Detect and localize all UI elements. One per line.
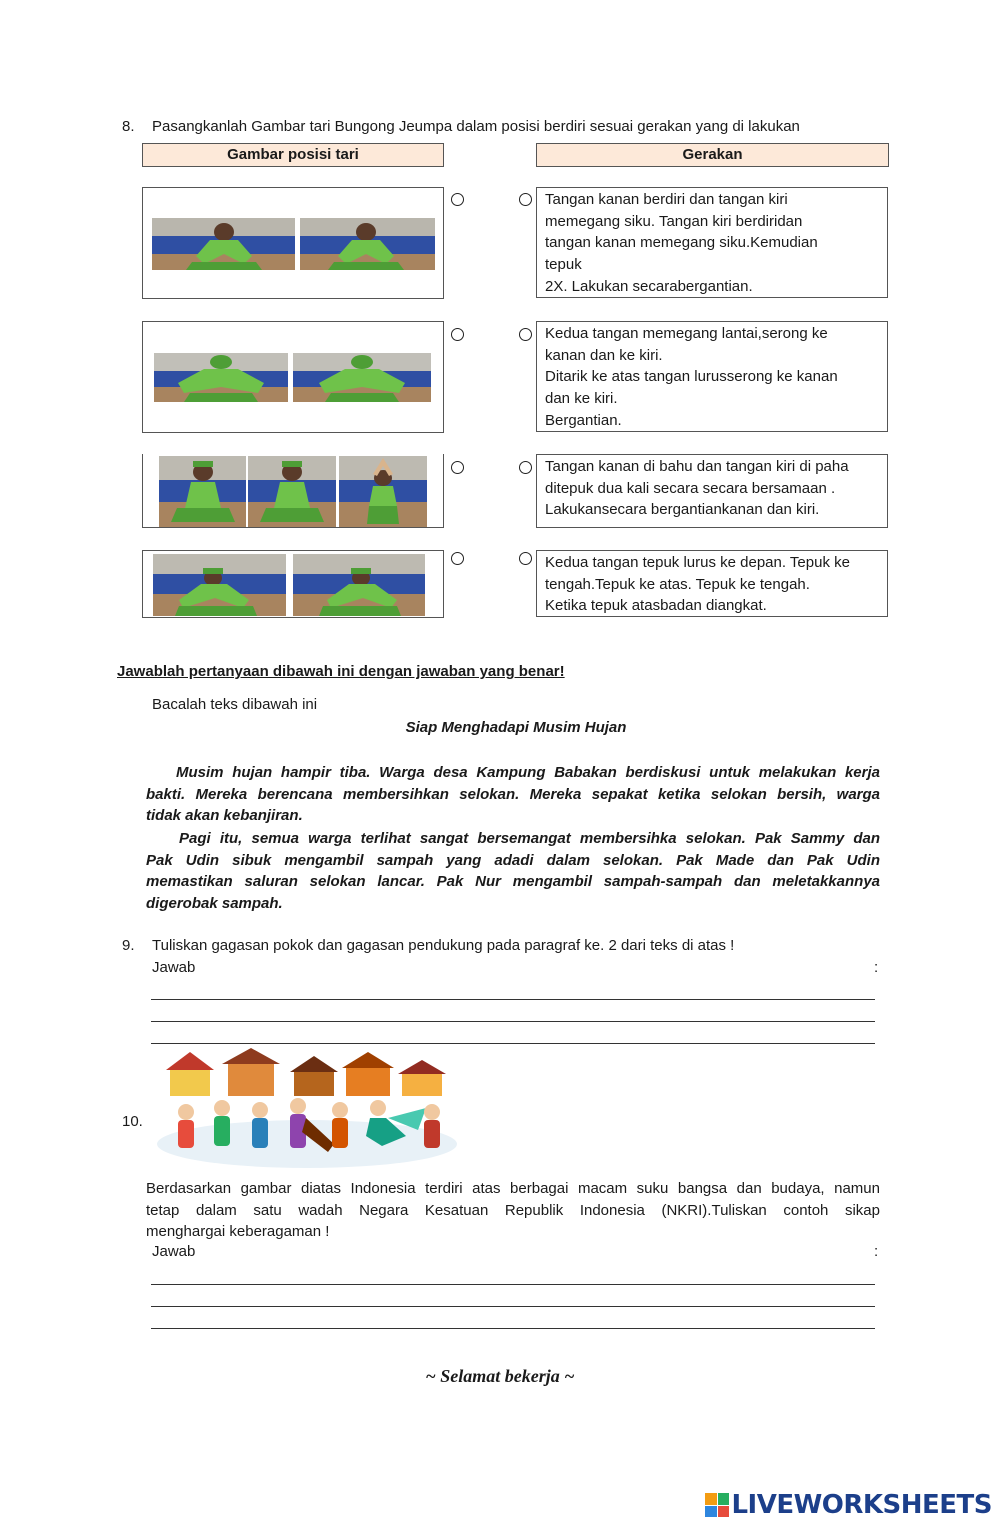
movement-box-2 [536, 321, 888, 432]
paragraph-line: Pak Udin sibuk mengambil sampah yang adadi dalam selokan. Pak Made dan Pak Udin [146, 851, 880, 869]
q10-number: 10. [122, 1113, 143, 1130]
match-dot-movement-4[interactable] [519, 552, 532, 565]
q8-number: 8. [122, 118, 135, 135]
dance-photo-graphic [153, 554, 286, 616]
movement-line: Ketika tepuk atasbadan diangkat. [545, 597, 767, 615]
q9-question [122, 937, 734, 954]
q10-colon: : [874, 1243, 879, 1260]
movement-line: Kedua tangan memegang lantai,serong ke [545, 325, 828, 342]
dance-photo [153, 554, 286, 616]
dance-photo [293, 353, 431, 402]
match-dot-movement-1[interactable] [519, 193, 532, 206]
logo-square [705, 1506, 717, 1518]
q10-answer-line-1[interactable] [151, 1270, 875, 1285]
movement-line: ditepuk dua kali secara secara bersamaan . [545, 479, 836, 497]
movement-line: Lakukansecara bergantiankanan dan kiri. [545, 501, 820, 519]
dance-photo-graphic [152, 218, 295, 270]
paragraph-line: Musim hujan hampir tiba. Warga desa Kampung Babakan berdiskusi untuk melakukan kerja [176, 764, 880, 781]
movement-box-3 [536, 454, 888, 528]
movement-line: Kedua tangan tepuk lurus ke depan. Tepuk ke [545, 554, 850, 571]
brand-text: LIVEWORKSHEETS [731, 1490, 992, 1520]
dance-photo-graphic [159, 456, 246, 527]
logo-square [718, 1506, 730, 1518]
movement-line: tangan kanan memegang siku.Kemudian [545, 234, 818, 252]
dance-photo [154, 353, 288, 402]
dance-photo [159, 456, 246, 527]
liveworksheets-brand[interactable] [705, 1490, 992, 1520]
movement-box-1 [536, 187, 888, 298]
paragraph-line: bakti. Mereka berencana membersihkan selokan. Mereka sepakat ketika selokan bersih, warga [146, 785, 880, 803]
q10-jawab-label: Jawab [152, 1243, 196, 1260]
dance-photo [293, 554, 425, 616]
match-dot-movement-2[interactable] [519, 328, 532, 341]
dance-photo [300, 218, 435, 270]
q9-jawab-label: Jawab [152, 959, 196, 976]
movement-line: kanan dan ke kiri. [545, 346, 663, 364]
dance-photo-graphic [293, 554, 425, 616]
paragraph-line: digerobak sampah. [146, 895, 283, 913]
q8-instruction-text: Pasangkanlah Gambar tari Bungong Jeumpa dalam posisi berdiri sesuai gerakan yang di lakukan [152, 118, 800, 135]
paragraph-line: Berdasarkan gambar diatas Indonesia terdiri atas berbagai macam suku bangsa dan budaya, namun [146, 1180, 880, 1197]
paragraph-line: menghargai keberagaman ! [146, 1223, 330, 1241]
movement-line: tepuk [545, 256, 582, 274]
story-paragraph-1 [146, 762, 880, 827]
dance-photo-graphic [339, 456, 427, 527]
dance-image-box-3 [142, 454, 444, 528]
movement-line: memegang siku. Tangan kiri berdiridan [545, 212, 803, 230]
reading-instruction: Bacalah teks dibawah ini [152, 696, 318, 713]
dance-image-box-1 [142, 187, 444, 299]
liveworksheets-logo-icon [705, 1493, 729, 1517]
dance-photo [339, 456, 427, 527]
dance-photo-graphic [248, 456, 336, 527]
section-heading: Jawablah pertanyaan dibawah ini dengan jawaban yang benar! [117, 663, 565, 680]
movement-line: 2X. Lakukan secarabergantian. [545, 277, 753, 295]
movement-box-4 [536, 550, 888, 617]
movement-line: tengah.Tepuk ke atas. Tepuk ke tengah. [545, 575, 810, 593]
movement-line: Tangan kanan di bahu dan tangan kiri di paha [545, 458, 849, 475]
header-dance-images: Gambar posisi tari [142, 143, 444, 167]
logo-square [718, 1493, 730, 1505]
paragraph-line: tidak akan kebanjiran. [146, 807, 303, 825]
movement-line: dan ke kiri. [545, 390, 618, 408]
story-title: Siap Menghadapi Musim Hujan [405, 719, 627, 736]
paragraph-line: tetap dalam satu wadah Negara Kesatuan Republik Indonesia (NKRI).Tuliskan contoh sikap [146, 1201, 880, 1219]
q8-instruction [122, 118, 800, 135]
paragraph-line: memastikan saluran selokan lancar. Pak Nur mengambil sampah-sampah dan meletakkannya [146, 873, 880, 891]
closing-text: ~ Selamat bekerja ~ [425, 1366, 575, 1386]
movement-line: Tangan kanan berdiri dan tangan kiri [545, 191, 788, 208]
movement-line: Bergantian. [545, 411, 622, 429]
q9-colon: : [874, 959, 879, 976]
cultural-diversity-illustration [156, 1048, 458, 1170]
dance-image-box-2 [142, 321, 444, 433]
q10-question-paragraph [146, 1178, 880, 1243]
q9-answer-line-1[interactable] [151, 985, 875, 1000]
dance-photo-graphic [300, 218, 435, 270]
dance-photo-graphic [154, 353, 288, 402]
q9-number: 9. [122, 937, 135, 954]
paragraph-line: Pagi itu, semua warga terlihat sangat bersemangat membersihka selokan. Pak Sammy dan [179, 830, 880, 847]
q10-answer-line-2[interactable] [151, 1292, 875, 1307]
match-dot-image-1[interactable] [451, 193, 464, 206]
q9-question-text: Tuliskan gagasan pokok dan gagasan pendukung pada paragraf ke. 2 dari teks di atas ! [152, 937, 735, 954]
match-dot-movement-3[interactable] [519, 461, 532, 474]
movement-line: Ditarik ke atas tangan lurusserong ke kanan [545, 368, 838, 386]
match-dot-image-4[interactable] [451, 552, 464, 565]
header-movements: Gerakan [536, 143, 889, 167]
q10-answer-line-3[interactable] [151, 1314, 875, 1329]
cultural-diversity-graphic [156, 1048, 458, 1170]
logo-square [705, 1493, 717, 1505]
dance-photo [152, 218, 295, 270]
dance-image-box-4 [142, 550, 444, 618]
dance-photo-graphic [293, 353, 431, 402]
match-dot-image-3[interactable] [451, 461, 464, 474]
story-paragraph-2 [146, 828, 880, 915]
dance-photo [248, 456, 336, 527]
q9-answer-line-2[interactable] [151, 1007, 875, 1022]
q9-answer-line-3[interactable] [151, 1029, 875, 1044]
match-dot-image-2[interactable] [451, 328, 464, 341]
